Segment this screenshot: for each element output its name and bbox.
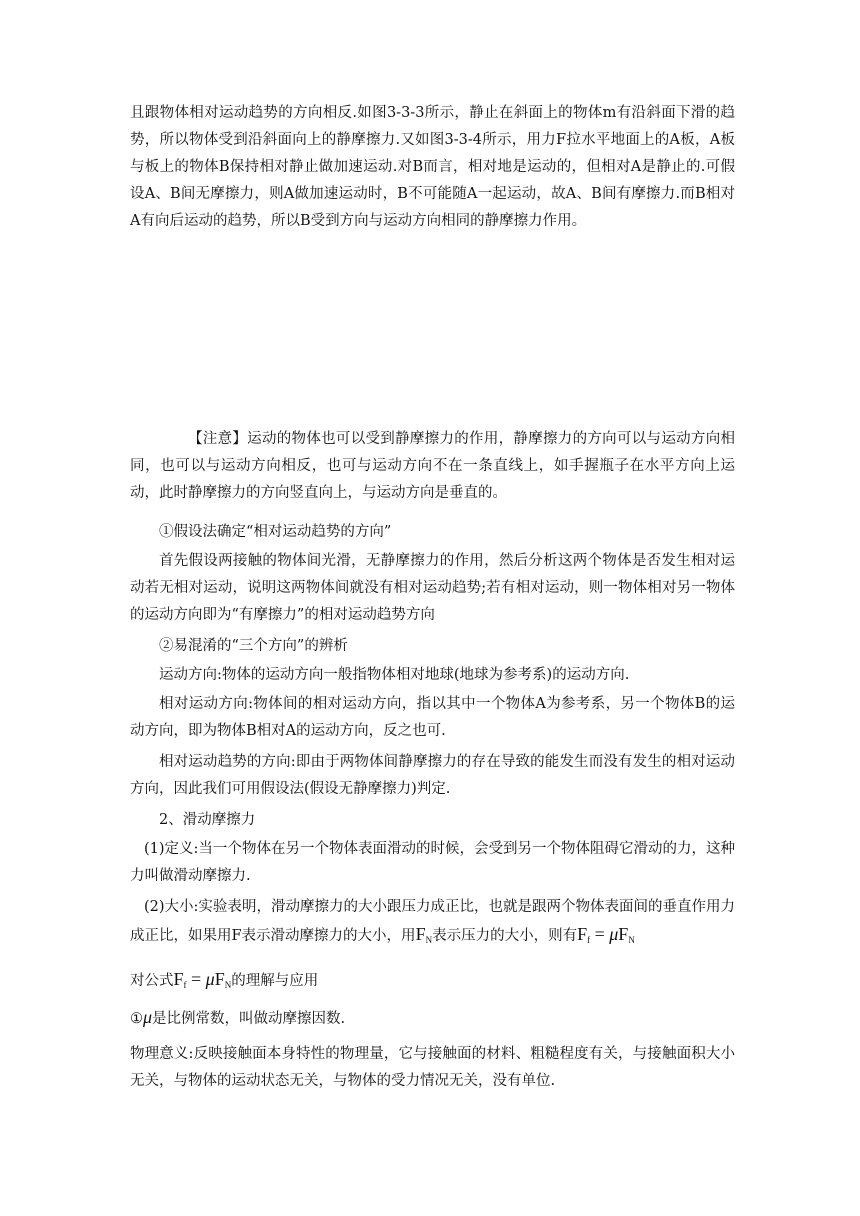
formula-fn: $F_N$ [415, 924, 433, 945]
formula-ff-equals-mu-fn: $F_f = \mu F_N$ [577, 924, 635, 945]
heading-sliding-friction: 2、滑动摩擦力 [159, 812, 256, 828]
mu-definition-text: 是比例常数，叫做动摩擦因数. [152, 1011, 346, 1027]
paragraph-static-friction-direction: 且跟物体相对运动趋势的方向相反.如图3-3-3所示，静止在斜面上的物体m有沿斜面下滑的趋势，所以物体受到沿斜面向上的静摩擦力.又如图3-3-4所示，用力F拉水平地面上的A板，A板与板上的物体B保持相对静止做加速运动.对B而言，相对地是运动的，但相对A是静止的.可假设A、B间无摩擦力，则A做加速运动时，B不可能随A一起运动，故A、B间有摩擦力.而B相对A有向后运动的趋势，所以B受到方向与运动方向相同的静摩擦力作用。 [130, 105, 735, 229]
paragraph-relative-trend-direction: 相对运动趋势的方向:即由于两物体间静摩擦力的存在导致的能发生而没有发生的相对运动方向，因此我们可用假设法(假设无静摩擦力)判定. [130, 754, 735, 797]
formula-outro-text: 的理解与应用 [231, 973, 319, 989]
paragraph-sliding-definition: (1)定义:当一个物体在另一个物体表面滑动的时候，会受到另一个物体阻碍它滑动的力，这种力叫做滑动摩擦力. [130, 841, 735, 884]
paragraph-physical-meaning: 物理意义:反映接触面本身特性的物理量，它与接触面的材料、粗糙程度有关，与接触面积大小无关，与物体的运动状态无关，与物体的受力情况无关，没有单位. [130, 1046, 735, 1089]
paragraph-formula-understanding [130, 966, 735, 999]
paragraph-motion-direction: 运动方向:物体的运动方向一般指物体相对地球(地球为参考系)的运动方向. [159, 667, 630, 683]
mu-symbol: μ [143, 1007, 153, 1027]
circled-one: ① [130, 1011, 143, 1027]
formula-intro-text: 对公式 [130, 973, 174, 989]
heading-three-directions: ②易混淆的“三个方向”的辨析 [159, 638, 348, 654]
heading-assumption-method: ①假设法确定“相对运动趋势的方向” [159, 524, 392, 540]
note-paragraph: 【注意】运动的物体也可以受到静摩擦力的作用，静摩擦力的方向可以与运动方向相同，也可以与运动方向相反，也可与运动方向不在一条直线上，如手握瓶子在水平方向上运动，此时静摩擦力的方向竖直向上，与运动方向是垂直的。 [130, 431, 735, 501]
paragraph-mu-definition [130, 1004, 735, 1033]
paragraph-assumption-method: 首先假设两接触的物体间光滑，无静摩擦力的作用，然后分析这两个物体是否发生相对运动若无相对运动，说明这两物体间就没有相对运动趋势;若有相对运动，则一物体相对另一物体的运动方向即为“有摩擦力”的相对运动趋势方向 [130, 553, 735, 623]
magnitude-text-part2: 表示压力的大小，则有 [432, 928, 578, 944]
paragraph-relative-motion-direction: 相对运动方向:物体间的相对运动方向，指以其中一个物体A为参考系，另一个物体B的运动方向，即为物体B相对A的运动方向，反之也可. [130, 696, 735, 739]
paragraph-sliding-magnitude [130, 894, 735, 954]
magnitude-text-part1: (2)大小:实验表明，滑动摩擦力的大小跟压力成正比，也就是跟两个物体表面间的垂直作用力成正比，如果用F表示滑动摩擦力的大小，用 [130, 899, 735, 944]
formula-ff-equals-mu-fn-2: $F_f = \mu F_N$ [173, 969, 232, 990]
